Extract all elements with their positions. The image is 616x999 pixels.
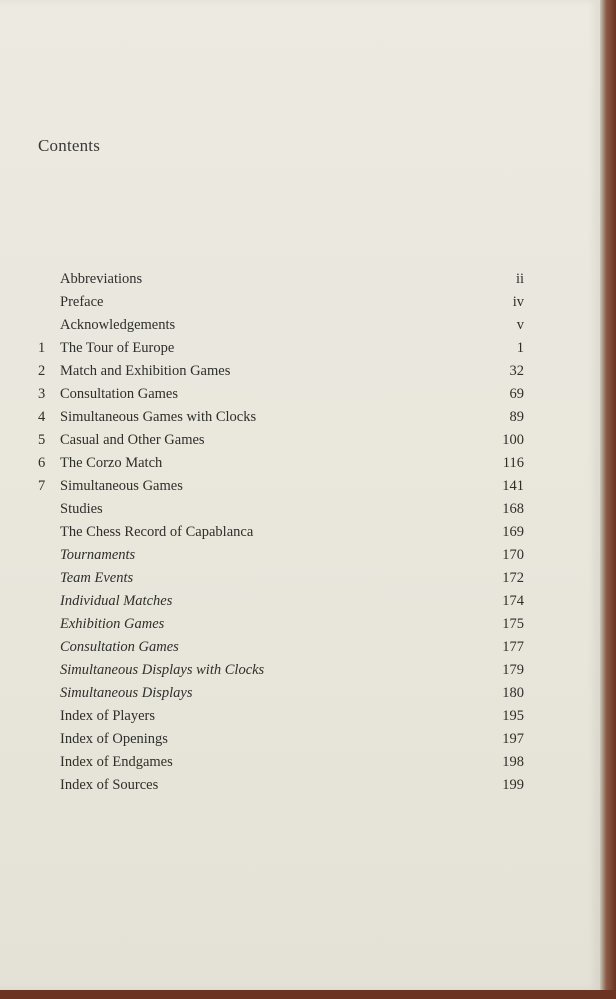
toc-chapter-number: 6 (38, 455, 46, 471)
toc-entry-title: Studies (60, 501, 103, 517)
toc-page-number: 169 (502, 524, 524, 540)
toc-page-number: 170 (502, 547, 524, 563)
toc-chapter-number: 7 (38, 478, 46, 494)
toc-page-number: 168 (502, 501, 524, 517)
toc-entry-title: Match and Exhibition Games (60, 363, 231, 379)
toc-entry-title: Individual Matches (60, 593, 173, 609)
toc-entry (0, 452, 600, 475)
toc-entry (0, 383, 600, 406)
toc-entry (0, 613, 600, 636)
toc-page-number: 100 (502, 432, 524, 448)
toc-entry (0, 751, 600, 774)
toc-entry (0, 567, 600, 590)
toc-entry (0, 590, 600, 613)
toc-entry-title: The Chess Record of Capablanca (60, 524, 254, 540)
toc-entry (0, 521, 600, 544)
toc-page-number: 179 (502, 662, 524, 678)
page-bottom-edge (0, 990, 616, 999)
toc-chapter-number: 5 (38, 432, 46, 448)
toc-entry-title: Consultation Games (60, 639, 179, 655)
toc-chapter-number: 1 (38, 340, 46, 356)
toc-entry-title: Index of Sources (60, 777, 159, 793)
toc-page-number: 32 (509, 363, 524, 379)
toc-entry (0, 406, 600, 429)
toc-entry (0, 659, 600, 682)
toc-page-number: 198 (502, 754, 524, 770)
toc-page-number: 141 (502, 478, 524, 494)
toc-entry-title: Preface (60, 294, 104, 310)
toc-entry (0, 268, 600, 291)
toc-page-number: 116 (502, 455, 524, 471)
toc-entry-title: Exhibition Games (60, 616, 165, 632)
toc-entry-title: The Corzo Match (60, 455, 163, 471)
toc-entry-title: The Tour of Europe (60, 340, 175, 356)
toc-entry-title: Simultaneous Games with Clocks (60, 409, 257, 425)
toc-entry-title: Consultation Games (60, 386, 179, 402)
toc-chapter-number: 4 (38, 409, 46, 425)
toc-entry (0, 636, 600, 659)
toc-entry-title: Acknowledgements (60, 317, 176, 333)
toc-entry-title: Index of Players (60, 708, 156, 724)
toc-entry-title: Index of Openings (60, 731, 168, 747)
toc-entry-title: Simultaneous Displays (60, 685, 193, 701)
page-edge (600, 0, 616, 999)
toc-page-number: 199 (502, 777, 524, 793)
toc-page-number: 172 (502, 570, 524, 586)
contents-heading: Contents (38, 136, 101, 155)
toc-entry (0, 360, 600, 383)
toc-page-number: 89 (509, 409, 524, 425)
toc-entry-title: Tournaments (60, 547, 136, 563)
toc-entry (0, 429, 600, 452)
toc-chapter-number: 2 (38, 363, 46, 379)
toc-chapter-number: 3 (38, 386, 46, 402)
toc-page-number: v (516, 317, 524, 333)
toc-entry-title: Abbreviations (60, 271, 143, 287)
toc-page-number: 177 (502, 639, 524, 655)
toc-entry-title: Index of Endgames (60, 754, 173, 770)
toc-entry (0, 544, 600, 567)
toc-page-number: 197 (502, 731, 524, 747)
toc-entry-title: Simultaneous Displays with Clocks (60, 662, 265, 678)
toc-entry (0, 314, 600, 337)
toc-entry (0, 774, 600, 797)
toc-page-number: 1 (516, 340, 524, 356)
toc-page-number: iv (512, 294, 524, 310)
toc-entry (0, 498, 600, 521)
toc-entry (0, 291, 600, 314)
toc-page-number: 175 (502, 616, 524, 632)
toc-entry (0, 682, 600, 705)
toc-entry-title: Simultaneous Games (60, 478, 183, 494)
table-of-contents (0, 268, 600, 797)
toc-page-number: 69 (509, 386, 524, 402)
toc-entry (0, 475, 600, 498)
toc-entry-title: Team Events (60, 570, 134, 586)
toc-page-number: 195 (502, 708, 524, 724)
toc-entry (0, 337, 600, 360)
toc-entry (0, 728, 600, 751)
toc-page-number: 174 (502, 593, 524, 609)
toc-page-number: 180 (502, 685, 524, 701)
toc-page-number: ii (515, 271, 524, 287)
toc-entry (0, 705, 600, 728)
toc-entry-title: Casual and Other Games (60, 432, 205, 448)
